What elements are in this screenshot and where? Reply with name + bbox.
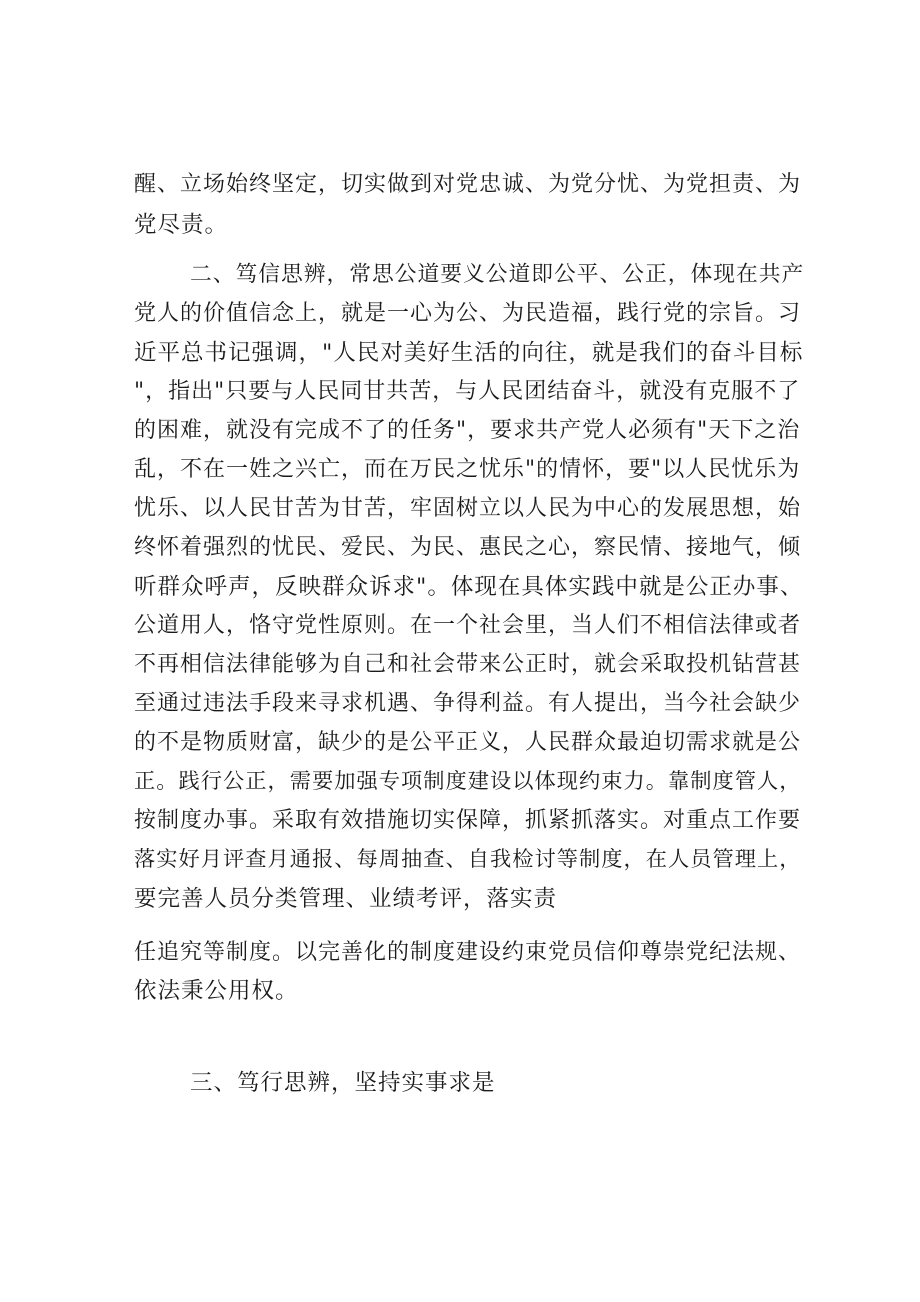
paragraph-1-line-2: 党尽责。 [134, 212, 229, 238]
paragraph-2-line-16: 落实好月评查月通报、每周抽查、自我检讨等制度，在人员管理上， [134, 847, 802, 872]
paragraph-2-line-15: 按制度办事。采取有效措施切实保障，抓紧抓落实。对重点工作要 [134, 808, 802, 833]
paragraph-2-line-8: 终怀着强烈的忧民、爱民、为民、惠民之心，察民情、接地气，倾 [134, 535, 802, 560]
paragraph-2-line-6: 乱，不在一姓之兴亡，而在万民之忧乐"的情怀，要"以人民忧乐为 [134, 457, 801, 482]
paragraph-2-line-13: 的不是物质财富，缺少的是公平正义，人民群众最迫切需求就是公 [134, 730, 802, 755]
paragraph-2-line-14: 正。践行公正，需要加强专项制度建设以体现约束力。靠制度管人， [134, 769, 802, 794]
paragraph-2-line-12: 至通过违法手段来寻求机遇、争得利益。有人提出，当今社会缺少 [134, 691, 802, 716]
paragraph-2-line-9: 听群众呼声，反映群众诉求"。体现在具体实践中就是公正办事、 [134, 574, 804, 600]
paragraph-2-line-10: 公道用人，恪守党性原则。在一个社会里，当人们不相信法律或者 [134, 613, 802, 638]
paragraph-2-line-5: 的困难，就没有完成不了的任务"，要求共产党人必须有"天下之治 [134, 418, 801, 443]
section-2-heading-line: 二、笃信思辨，常思公道要义公道即公平、公正，体现在共产 [190, 262, 805, 287]
paragraph-2-line-4: "，指出"只要与人民同甘共苦，与人民团结奋斗，就没有克服不了 [134, 379, 801, 404]
paragraph-2-line-17: 要完善人员分类管理、业绩考评，落实责 [134, 886, 558, 912]
paragraph-2-line-3: 近平总书记强调，"人民对美好生活的向往，就是我们的奋斗目标 [134, 340, 804, 366]
paragraph-1-line-1: 醒、立场始终坚定，切实做到对党忠诚、为党分忧、为党担责、为 [134, 172, 802, 197]
paragraph-2-line-19: 依法秉公用权。 [134, 978, 299, 1004]
section-3-heading-line: 三、笃行思辨，坚持实事求是 [190, 1070, 496, 1096]
paragraph-2-line-2: 党人的价值信念上，就是一心为公、为民造福，践行党的宗旨。习 [134, 301, 802, 326]
paragraph-2-line-11: 不再相信法律能够为自己和社会带来公正时，就会采取投机钻营甚 [134, 652, 802, 677]
paragraph-2-line-18: 任追究等制度。以完善化的制度建设约束党员信仰尊崇党纪法规、 [134, 940, 802, 965]
paragraph-2-line-7: 忧乐、以人民甘苦为甘苦，牢固树立以人民为中心的发展思想，始 [134, 496, 802, 521]
